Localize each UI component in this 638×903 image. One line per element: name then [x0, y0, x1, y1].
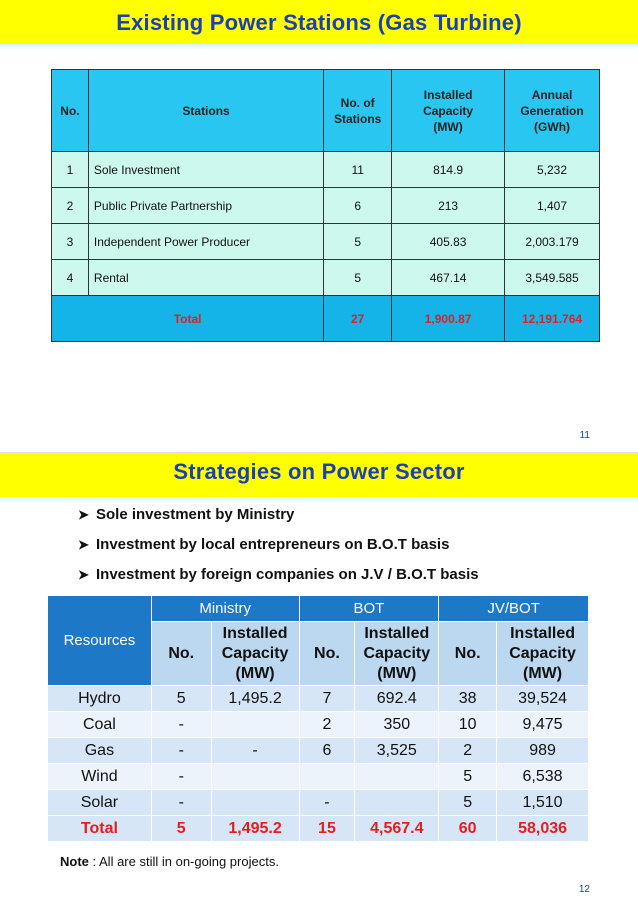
- cell-j-no: 5: [439, 790, 497, 816]
- cell-no: 1: [52, 152, 89, 188]
- table-row: [52, 152, 600, 188]
- total-row: [52, 296, 600, 342]
- header-capacity: Installed Capacity (MW): [211, 622, 299, 686]
- cell-m-no: 5: [151, 686, 211, 712]
- cell-generation: 2,003.179: [505, 224, 600, 260]
- cell-m-no: -: [151, 764, 211, 790]
- total-row: [48, 816, 589, 842]
- page-number: 12: [578, 884, 590, 895]
- cell-capacity: 814.9: [392, 152, 505, 188]
- table-row: [52, 224, 600, 260]
- table-header-row: [52, 70, 600, 152]
- cell-count: 5: [324, 260, 392, 296]
- slide-strategies: [0, 452, 638, 903]
- header-no: No.: [299, 622, 355, 686]
- cell-capacity: 467.14: [392, 260, 505, 296]
- table-row: [48, 686, 589, 712]
- cell-m-no: -: [151, 790, 211, 816]
- header-no: No.: [52, 70, 89, 152]
- table-row: [48, 764, 589, 790]
- cell-j-no: 38: [439, 686, 497, 712]
- cell-m-cap: [211, 764, 299, 790]
- total-label: Total: [52, 296, 324, 342]
- total-bot-capacity: 4,567.4: [355, 816, 439, 842]
- cell-resource: Hydro: [48, 686, 152, 712]
- resources-table: [47, 595, 589, 842]
- cell-capacity: 213: [392, 188, 505, 224]
- header-capacity: Installed Capacity (MW): [392, 70, 505, 152]
- header-num-stations: No. of Stations: [324, 70, 392, 152]
- header-no: No.: [151, 622, 211, 686]
- header-group-jvbot: JV/BOT: [439, 596, 589, 622]
- cell-b-cap: [355, 764, 439, 790]
- total-capacity: 1,900.87: [392, 296, 505, 342]
- footnote: [60, 854, 279, 869]
- header-resources: Resources: [48, 596, 152, 686]
- bullet-item: ➤ Investment by foreign companies on J.V / B.O.T basis: [78, 566, 479, 583]
- cell-m-no: -: [151, 738, 211, 764]
- cell-count: 6: [324, 188, 392, 224]
- total-ministry-capacity: 1,495.2: [211, 816, 299, 842]
- cell-j-cap: 6,538: [497, 764, 589, 790]
- cell-j-cap: 1,510: [497, 790, 589, 816]
- total-generation: 12,191.764: [505, 296, 600, 342]
- cell-count: 11: [324, 152, 392, 188]
- cell-m-cap: [211, 712, 299, 738]
- cell-b-cap: 350: [355, 712, 439, 738]
- cell-m-no: -: [151, 712, 211, 738]
- cell-resource: Gas: [48, 738, 152, 764]
- arrow-bullet-icon: ➤: [78, 567, 89, 582]
- power-stations-table: [51, 69, 600, 342]
- arrow-bullet-icon: ➤: [78, 537, 89, 552]
- cell-generation: 3,549.585: [505, 260, 600, 296]
- cell-no: 3: [52, 224, 89, 260]
- cell-b-no: -: [299, 790, 355, 816]
- cell-j-no: 10: [439, 712, 497, 738]
- header-no: No.: [439, 622, 497, 686]
- cell-b-no: 2: [299, 712, 355, 738]
- cell-j-no: 2: [439, 738, 497, 764]
- note-label: Note: [60, 854, 89, 869]
- cell-resource: Wind: [48, 764, 152, 790]
- cell-generation: 1,407: [505, 188, 600, 224]
- header-capacity: Installed Capacity (MW): [355, 622, 439, 686]
- page-number: 11: [579, 430, 590, 441]
- cell-resource: Coal: [48, 712, 152, 738]
- table-row: [52, 260, 600, 296]
- cell-b-no: 7: [299, 686, 355, 712]
- cell-capacity: 405.83: [392, 224, 505, 260]
- cell-station: Public Private Partnership: [88, 188, 323, 224]
- bullet-item: ➤ Sole investment by Ministry: [78, 506, 295, 523]
- header-group-ministry: Ministry: [151, 596, 299, 622]
- header-generation: Annual Generation (GWh): [505, 70, 600, 152]
- cell-no: 4: [52, 260, 89, 296]
- header-group-bot: BOT: [299, 596, 439, 622]
- cell-j-no: 5: [439, 764, 497, 790]
- cell-j-cap: 39,524: [497, 686, 589, 712]
- slide-title: Strategies on Power Sector: [173, 459, 465, 484]
- total-count: 27: [324, 296, 392, 342]
- cell-m-cap: -: [211, 738, 299, 764]
- cell-count: 5: [324, 224, 392, 260]
- table-row: [48, 712, 589, 738]
- cell-j-cap: 9,475: [497, 712, 589, 738]
- cell-no: 2: [52, 188, 89, 224]
- total-jvbot-no: 60: [439, 816, 497, 842]
- cell-b-cap: 692.4: [355, 686, 439, 712]
- strategy-bullet-list: [78, 505, 479, 595]
- cell-station: Rental: [88, 260, 323, 296]
- total-bot-no: 15: [299, 816, 355, 842]
- cell-m-cap: 1,495.2: [211, 686, 299, 712]
- total-label: Total: [48, 816, 152, 842]
- table-row: [52, 188, 600, 224]
- cell-resource: Solar: [48, 790, 152, 816]
- cell-station: Sole Investment: [88, 152, 323, 188]
- header-capacity: Installed Capacity (MW): [497, 622, 589, 686]
- cell-b-no: [299, 764, 355, 790]
- table-row: [48, 790, 589, 816]
- cell-b-cap: 3,525: [355, 738, 439, 764]
- total-ministry-no: 5: [151, 816, 211, 842]
- slide-title: Existing Power Stations (Gas Turbine): [116, 10, 522, 35]
- cell-b-cap: [355, 790, 439, 816]
- slide-existing-power-stations: [0, 0, 638, 448]
- table-row: [48, 738, 589, 764]
- cell-j-cap: 989: [497, 738, 589, 764]
- bullet-item: ➤ Investment by local entrepreneurs on B.O.T basis: [78, 536, 450, 553]
- arrow-bullet-icon: ➤: [78, 507, 89, 522]
- cell-m-cap: [211, 790, 299, 816]
- cell-generation: 5,232: [505, 152, 600, 188]
- note-text: : All are still in on-going projects.: [88, 854, 279, 869]
- cell-station: Independent Power Producer: [88, 224, 323, 260]
- total-jvbot-capacity: 58,036: [497, 816, 589, 842]
- group-header-row: [48, 596, 589, 622]
- header-stations: Stations: [88, 70, 323, 152]
- cell-b-no: 6: [299, 738, 355, 764]
